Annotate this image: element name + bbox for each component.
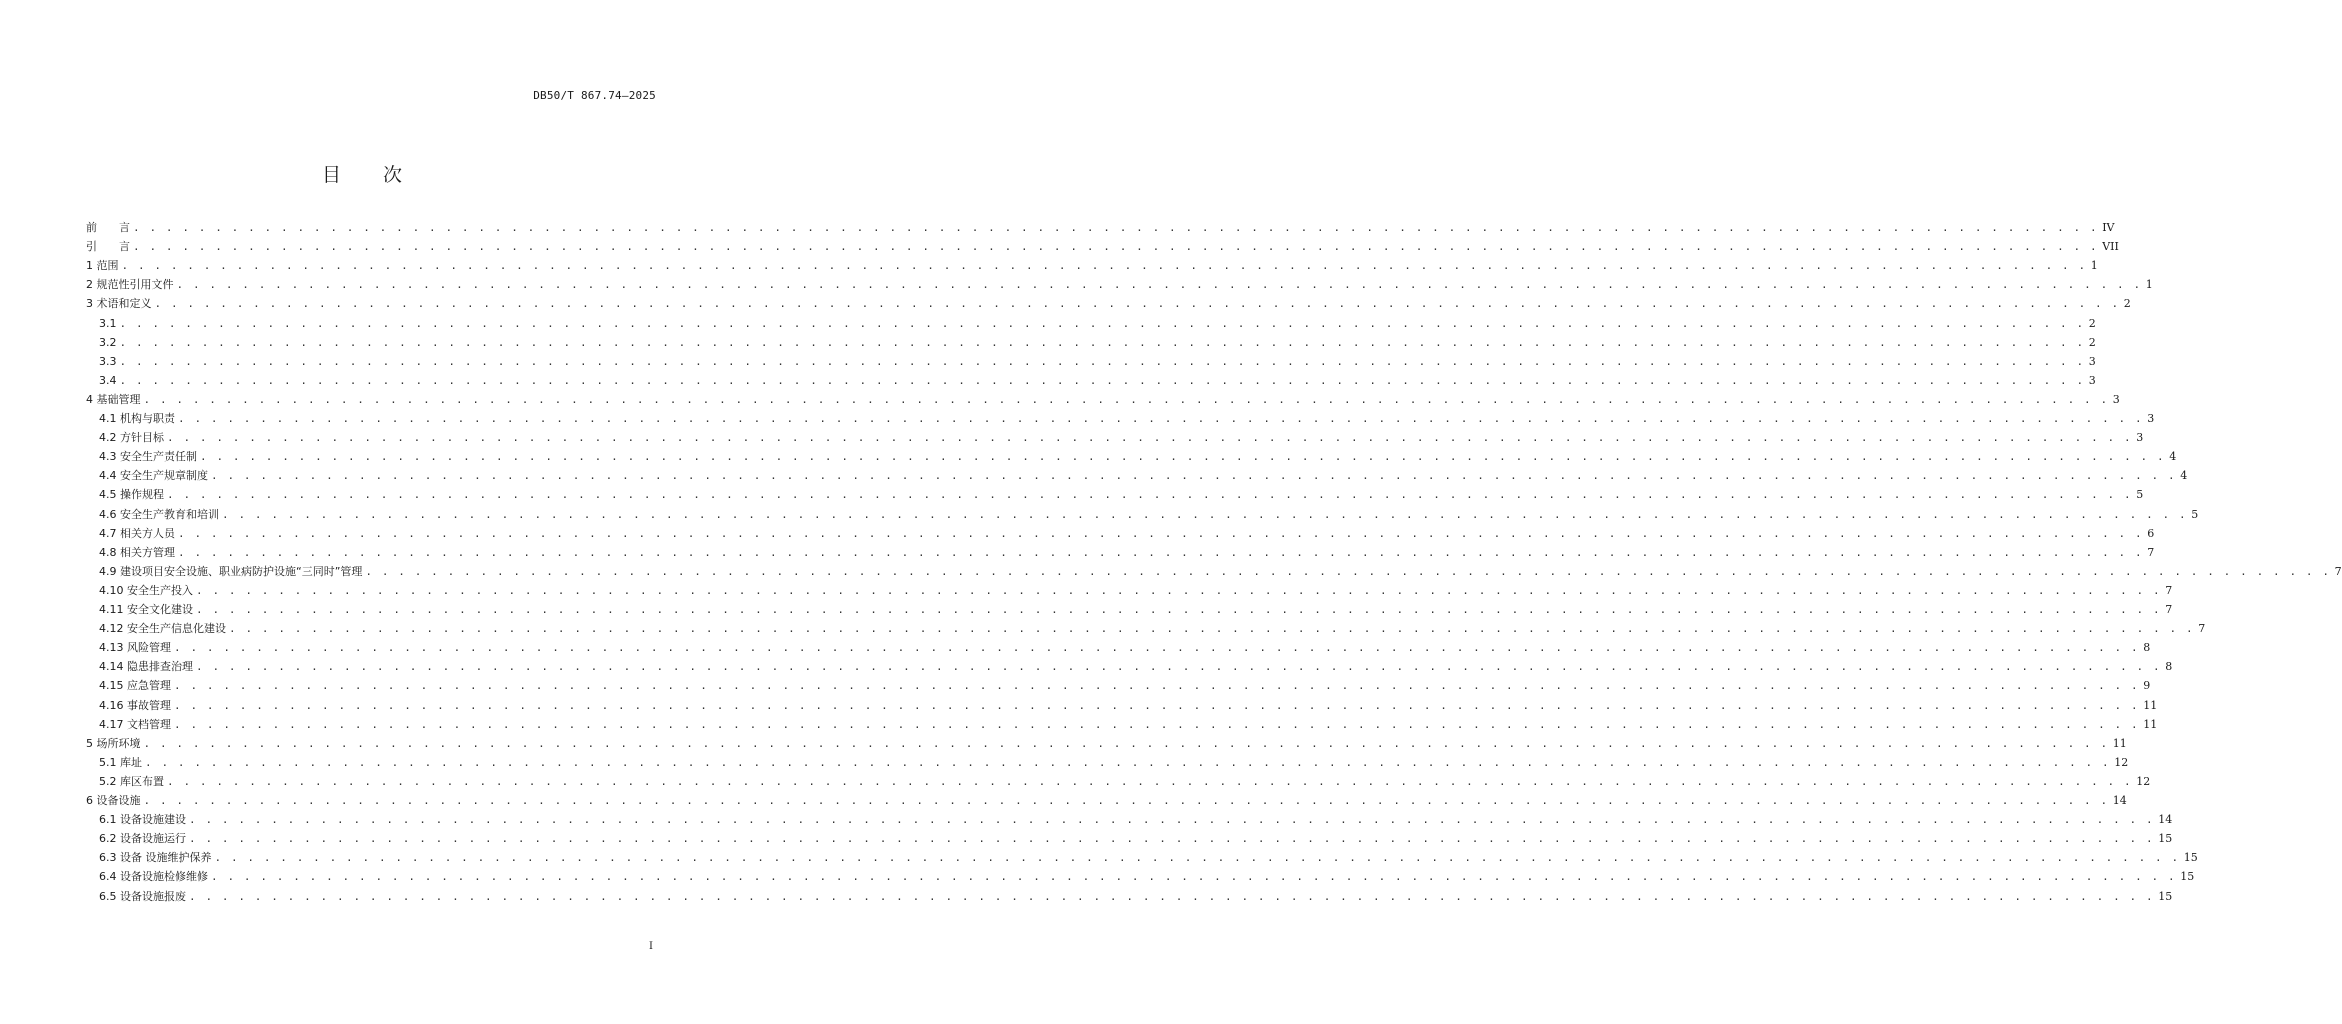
toc-leader-dots: . . . . . . . . . . . . . . . . . . . . . . . . . . . . . . . . . . . . . . . . . . . . . . . . . . . . . . . . . . . . . . . . . . . . . . . . . . . . . . . . . . . . . . . . . . . . . . . . . . . . . . . . . . . . . . . . . . . . . . . . xyxy=(174,717,2140,731)
toc-leader-dots: . . . . . . . . . . . . . . . . . . . . . . . . . . . . . . . . . . . . . . . . . . . . . . . . . . . . . . . . . . . . . . . . . . . . . . . . . . . . . . . . . . . . . . . . . . . . . . . . . . . . . . . . . . . . . . . . . . . . . . . . xyxy=(121,259,2087,273)
title-char-2: 次 xyxy=(383,164,403,186)
toc-entry[interactable] xyxy=(99,526,2155,541)
toc-entry[interactable] xyxy=(99,431,2144,445)
toc-leader-dots: . . . . . . . . . . . . . . . . . . . . . . . . . . . . . . . . . . . . . . . . . . . . . . . . . . . . . . . . . . . . . . . . . . . . . . . . . . . . . . . . . . . . . . . . . . . . . . . . . . . . . . . . . . . . . . . . . . . . . . . . xyxy=(178,545,2144,559)
toc-leader-dots: . . . . . . . . . . . . . . . . . . . . . . . . . . . . . . . . . . . . . . . . . . . . . . . . . . . . . . . . . . . . . . . . . . . . . . . . . . . . . . . . . . . . . . . . . . . . . . . . . . . . . . . . . . . . . . . . . . . . . . . . xyxy=(211,870,2177,884)
toc-entry[interactable] xyxy=(99,660,2173,674)
toc-leader-dots: . . . . . . . . . . . . . . . . . . . . . . . . . . . . . . . . . . . . . . . . . . . . . . . . . . . . . . . . . . . . . . . . . . . . . . . . . . . . . . . . . . . . . . . . . . . . . . . . . . . . . . . . . . . . . . . . . . . . . . . . xyxy=(174,698,2140,712)
toc-entry-label: 5 场所环境 xyxy=(86,736,141,750)
toc-entry[interactable] xyxy=(99,641,2151,655)
toc-entry-page: 8 xyxy=(2165,660,2173,674)
toc-entry[interactable] xyxy=(99,450,2177,464)
toc-entry-page: 7 xyxy=(2165,603,2173,616)
toc-entry-label: 4.12 安全生产信息化建设 xyxy=(99,622,226,636)
toc-entry[interactable] xyxy=(99,870,2195,884)
toc-entry-label: 引 言 xyxy=(86,240,130,254)
toc-entry-label: 4.9 建设项目安全设施、职业病防护设施“三同时”管理 xyxy=(99,564,363,578)
toc-entry-page: 15 xyxy=(2158,832,2173,846)
toc-leader-dots: . . . . . . . . . . . . . . . . . . . . . . . . . . . . . . . . . . . . . . . . . . . . . . . . . . . . . . . . . . . . . . . . . . . . . . . . . . . . . . . . . . . . . . . . . . . . . . . . . . . . . . . . . . . . . . . . . . . . . . . . xyxy=(119,335,2085,349)
standard-code: DB50/T 867.74—2025 xyxy=(533,89,656,102)
toc-entry-page: 7 xyxy=(2165,583,2173,597)
toc-entry-page: 7 xyxy=(2147,545,2155,559)
toc-leader-dots: . . . . . . . . . . . . . . . . . . . . . . . . . . . . . . . . . . . . . . . . . . . . . . . . . . . . . . . . . . . . . . . . . . . . . . . . . . . . . . . . . . . . . . . . . . . . . . . . . . . . . . . . . . . . . . . . . . . . . . . . xyxy=(189,889,2155,903)
toc-entry-page: 14 xyxy=(2158,813,2173,827)
toc-entry-page: 1 xyxy=(2145,278,2153,292)
toc-entry-page: 1 xyxy=(2090,259,2098,273)
toc-entry-page: 9 xyxy=(2143,679,2151,693)
toc-entry[interactable] xyxy=(99,603,2173,617)
toc-entry-label: 4.14 隐患排查治理 xyxy=(99,660,193,674)
toc-entry-page: 5 xyxy=(2191,507,2199,521)
toc-entry[interactable] xyxy=(86,259,2098,273)
toc-entry[interactable] xyxy=(86,794,2127,808)
toc-entry-page: 11 xyxy=(2143,698,2158,712)
toc-entry[interactable] xyxy=(99,717,2158,732)
toc-leader-dots: . . . . . . . . . . . . . . . . . . . . . . . . . . . . . . . . . . . . . . . . . . . . . . . . . . . . . . . . . . . . . . . . . . . . . . . . . . . . . . . . . . . . . . . . . . . . . . . . . . . . . . . . . . . . . . . . . . . . . . . . xyxy=(145,755,2111,769)
toc-entry-label: 3.3 xyxy=(99,354,117,368)
toc-entry-label: 4.2 方针目标 xyxy=(99,431,164,445)
toc-entry[interactable] xyxy=(99,889,2173,904)
toc-leader-dots: . . . . . . . . . . . . . . . . . . . . . . . . . . . . . . . . . . . . . . . . . . . . . . . . . . . . . . . . . . . . . . . . . . . . . . . . . . . . . . . . . . . . . . . . . . . . . . . . . . . . . . . . . . . . . . . . . . . . . . . . xyxy=(365,564,2331,578)
toc-entry-page: 3 xyxy=(2147,412,2155,425)
toc-entry[interactable] xyxy=(99,545,2155,560)
toc-entry-page: 15 xyxy=(2180,870,2195,884)
toc-entry-label: 6.1 设备设施建设 xyxy=(99,813,186,827)
toc-entry-label: 4.11 安全文化建设 xyxy=(99,603,193,616)
toc-entry[interactable] xyxy=(99,813,2173,827)
toc-entry-label: 4.10 安全生产投入 xyxy=(99,583,193,597)
toc-leader-dots: . . . . . . . . . . . . . . . . . . . . . . . . . . . . . . . . . . . . . . . . . . . . . . . . . . . . . . . . . . . . . . . . . . . . . . . . . . . . . . . . . . . . . . . . . . . . . . . . . . . . . . . . . . . . . . . . . . . . . . . . xyxy=(154,297,2120,311)
toc-leader-dots: . . . . . . . . . . . . . . . . . . . . . . . . . . . . . . . . . . . . . . . . . . . . . . . . . . . . . . . . . . . . . . . . . . . . . . . . . . . . . . . . . . . . . . . . . . . . . . . . . . . . . . . . . . . . . . . . . . . . . . . . xyxy=(178,526,2144,540)
toc-leader-dots: . . . . . . . . . . . . . . . . . . . . . . . . . . . . . . . . . . . . . . . . . . . . . . . . . . . . . . . . . . . . . . . . . . . . . . . . . . . . . . . . . . . . . . . . . . . . . . . . . . . . . . . . . . . . . . . . . . . . . . . . xyxy=(222,507,2188,521)
toc-entry-page: 4 xyxy=(2169,450,2177,464)
toc-entry-label: 5.2 库区布置 xyxy=(99,774,164,788)
toc-entry-page: 3 xyxy=(2088,354,2096,368)
toc-entry[interactable] xyxy=(99,832,2173,846)
toc-leader-dots: . . . . . . . . . . . . . . . . . . . . . . . . . . . . . . . . . . . . . . . . . . . . . . . . . . . . . . . . . . . . . . . . . . . . . . . . . . . . . . . . . . . . . . . . . . . . . . . . . . . . . . . . . . . . . . . . . . . . . . . . xyxy=(143,736,2109,750)
toc-entry-page: 2 xyxy=(2088,335,2096,349)
toc-entry-label: 2 规范性引用文件 xyxy=(86,278,174,292)
toc-entry-label: 6.2 设备设施运行 xyxy=(99,832,186,846)
toc-entry[interactable] xyxy=(99,335,2096,350)
toc-entry[interactable] xyxy=(99,564,2342,579)
toc-entry[interactable] xyxy=(86,240,2119,254)
toc-leader-dots: . . . . . . . . . . . . . . . . . . . . . . . . . . . . . . . . . . . . . . . . . . . . . . . . . . . . . . . . . . . . . . . . . . . . . . . . . . . . . . . . . . . . . . . . . . . . . . . . . . . . . . . . . . . . . . . . . . . . . . . . xyxy=(167,431,2133,445)
toc-entry[interactable] xyxy=(99,507,2199,522)
toc-leader-dots: . . . . . . . . . . . . . . . . . . . . . . . . . . . . . . . . . . . . . . . . . . . . . . . . . . . . . . . . . . . . . . . . . . . . . . . . . . . . . . . . . . . . . . . . . . . . . . . . . . . . . . . . . . . . . . . . . . . . . . . . xyxy=(143,794,2109,807)
toc-leader-dots: . . . . . . . . . . . . . . . . . . . . . . . . . . . . . . . . . . . . . . . . . . . . . . . . . . . . . . . . . . . . . . . . . . . . . . . . . . . . . . . . . . . . . . . . . . . . . . . . . . . . . . . . . . . . . . . . . . . . . . . . xyxy=(119,354,2085,368)
toc-leader-dots: . . . . . . . . . . . . . . . . . . . . . . . . . . . . . . . . . . . . . . . . . . . . . . . . . . . . . . . . . . . . . . . . . . . . . . . . . . . . . . . . . . . . . . . . . . . . . . . . . . . . . . . . . . . . . . . . . . . . . . . . xyxy=(133,240,2099,254)
toc-entry[interactable] xyxy=(99,622,2206,636)
toc-entry[interactable] xyxy=(86,278,2153,292)
page-title xyxy=(0,160,724,187)
toc-leader-dots: . . . . . . . . . . . . . . . . . . . . . . . . . . . . . . . . . . . . . . . . . . . . . . . . . . . . . . . . . . . . . . . . . . . . . . . . . . . . . . . . . . . . . . . . . . . . . . . . . . . . . . . . . . . . . . . . . . . . . . . . xyxy=(211,469,2177,483)
toc-leader-dots: . . . . . . . . . . . . . . . . . . . . . . . . . . . . . . . . . . . . . . . . . . . . . . . . . . . . . . . . . . . . . . . . . . . . . . . . . . . . . . . . . . . . . . . . . . . . . . . . . . . . . . . . . . . . . . . . . . . . . . . . xyxy=(174,641,2140,655)
toc-entry-label: 4.15 应急管理 xyxy=(99,679,171,693)
page-number: I xyxy=(649,941,653,952)
toc-entry[interactable] xyxy=(86,392,2120,407)
title-char-1: 目 xyxy=(321,164,341,186)
toc-entry[interactable] xyxy=(99,583,2173,598)
toc-entry[interactable] xyxy=(86,297,2131,311)
toc-entry-label: 3 术语和定义 xyxy=(86,297,152,311)
toc-entry[interactable] xyxy=(99,373,2096,388)
toc-entry-page: 3 xyxy=(2136,431,2144,445)
toc-entry-label: 4.6 安全生产教育和培训 xyxy=(99,507,219,521)
toc-entry-page: 11 xyxy=(2112,736,2127,750)
toc-leader-dots: . . . . . . . . . . . . . . . . . . . . . . . . . . . . . . . . . . . . . . . . . . . . . . . . . . . . . . . . . . . . . . . . . . . . . . . . . . . . . . . . . . . . . . . . . . . . . . . . . . . . . . . . . . . . . . . . . . . . . . . . xyxy=(178,412,2144,425)
toc-entry[interactable] xyxy=(99,316,2096,331)
toc-entry[interactable] xyxy=(99,488,2144,502)
toc-entry-label: 4.5 操作规程 xyxy=(99,488,164,502)
toc-entry-page: 3 xyxy=(2112,392,2120,406)
toc-entry-page: 14 xyxy=(2112,794,2127,807)
toc-entry-label: 3.1 xyxy=(99,316,117,330)
toc-entry-label: 4 基础管理 xyxy=(86,392,141,406)
toc-entry-page: VII xyxy=(2102,240,2119,254)
toc-leader-dots: . . . . . . . . . . . . . . . . . . . . . . . . . . . . . . . . . . . . . . . . . . . . . . . . . . . . . . . . . . . . . . . . . . . . . . . . . . . . . . . . . . . . . . . . . . . . . . . . . . . . . . . . . . . . . . . . . . . . . . . . xyxy=(229,622,2195,636)
toc-entry-label: 6.4 设备设施检修维修 xyxy=(99,870,208,884)
toc-leader-dots: . . . . . . . . . . . . . . . . . . . . . . . . . . . . . . . . . . . . . . . . . . . . . . . . . . . . . . . . . . . . . . . . . . . . . . . . . . . . . . . . . . . . . . . . . . . . . . . . . . . . . . . . . . . . . . . . . . . . . . . . xyxy=(189,813,2155,827)
toc-entry[interactable] xyxy=(99,412,2155,426)
toc-entry-label: 4.17 文档管理 xyxy=(99,717,171,731)
toc-entry-page: 7 xyxy=(2334,564,2342,578)
toc-entry-label: 4.1 机构与职责 xyxy=(99,412,175,425)
toc-leader-dots: . . . . . . . . . . . . . . . . . . . . . . . . . . . . . . . . . . . . . . . . . . . . . . . . . . . . . . . . . . . . . . . . . . . . . . . . . . . . . . . . . . . . . . . . . . . . . . . . . . . . . . . . . . . . . . . . . . . . . . . . xyxy=(119,373,2085,387)
toc-entry-page: 12 xyxy=(2136,774,2151,788)
toc-entry-label: 5.1 库址 xyxy=(99,755,142,769)
toc-entry-page: 4 xyxy=(2180,469,2188,483)
toc-entry[interactable] xyxy=(99,679,2151,693)
toc-entry-page: 3 xyxy=(2088,373,2096,387)
toc-entry-label: 6 设备设施 xyxy=(86,794,141,807)
toc-entry-label: 6.3 设备 设施维护保养 xyxy=(99,851,212,865)
toc-entry[interactable] xyxy=(99,851,2198,865)
toc-entry-page: 2 xyxy=(2123,297,2131,311)
toc-entry-label: 4.3 安全生产责任制 xyxy=(99,450,197,464)
toc-entry[interactable] xyxy=(99,774,2151,789)
toc-entry-label: 1 范围 xyxy=(86,259,119,273)
toc-leader-dots: . . . . . . . . . . . . . . . . . . . . . . . . . . . . . . . . . . . . . . . . . . . . . . . . . . . . . . . . . . . . . . . . . . . . . . . . . . . . . . . . . . . . . . . . . . . . . . . . . . . . . . . . . . . . . . . . . . . . . . . . xyxy=(214,851,2180,865)
toc-leader-dots: . . . . . . . . . . . . . . . . . . . . . . . . . . . . . . . . . . . . . . . . . . . . . . . . . . . . . . . . . . . . . . . . . . . . . . . . . . . . . . . . . . . . . . . . . . . . . . . . . . . . . . . . . . . . . . . . . . . . . . . . xyxy=(167,488,2133,502)
toc-entry-label: 3.2 xyxy=(99,335,117,349)
toc-leader-dots: . . . . . . . . . . . . . . . . . . . . . . . . . . . . . . . . . . . . . . . . . . . . . . . . . . . . . . . . . . . . . . . . . . . . . . . . . . . . . . . . . . . . . . . . . . . . . . . . . . . . . . . . . . . . . . . . . . . . . . . . xyxy=(196,660,2162,674)
toc-entry[interactable] xyxy=(99,469,2188,483)
toc-entry-label: 6.5 设备设施报废 xyxy=(99,889,186,903)
toc-leader-dots: . . . . . . . . . . . . . . . . . . . . . . . . . . . . . . . . . . . . . . . . . . . . . . . . . . . . . . . . . . . . . . . . . . . . . . . . . . . . . . . . . . . . . . . . . . . . . . . . . . . . . . . . . . . . . . . . . . . . . . . . xyxy=(119,316,2085,330)
toc-leader-dots: . . . . . . . . . . . . . . . . . . . . . . . . . . . . . . . . . . . . . . . . . . . . . . . . . . . . . . . . . . . . . . . . . . . . . . . . . . . . . . . . . . . . . . . . . . . . . . . . . . . . . . . . . . . . . . . . . . . . . . . . xyxy=(167,774,2133,788)
toc-entry-page: 5 xyxy=(2136,488,2144,502)
toc-entry-label: 4.7 相关方人员 xyxy=(99,526,175,540)
toc-entry-page: 12 xyxy=(2114,755,2129,769)
toc-leader-dots: . . . . . . . . . . . . . . . . . . . . . . . . . . . . . . . . . . . . . . . . . . . . . . . . . . . . . . . . . . . . . . . . . . . . . . . . . . . . . . . . . . . . . . . . . . . . . . . . . . . . . . . . . . . . . . . . . . . . . . . . xyxy=(200,450,2166,464)
toc-entry[interactable] xyxy=(99,354,2096,369)
toc-entry-page: 6 xyxy=(2147,526,2155,540)
toc-entry[interactable] xyxy=(86,736,2127,751)
toc-entry-page: 8 xyxy=(2143,641,2151,655)
toc-entry-page: IV xyxy=(2102,221,2115,234)
toc-entry-page: 11 xyxy=(2143,717,2158,731)
toc-entry-page: 15 xyxy=(2158,889,2173,903)
toc-entry-page: 15 xyxy=(2183,851,2198,865)
toc-leader-dots: . . . . . . . . . . . . . . . . . . . . . . . . . . . . . . . . . . . . . . . . . . . . . . . . . . . . . . . . . . . . . . . . . . . . . . . . . . . . . . . . . . . . . . . . . . . . . . . . . . . . . . . . . . . . . . . . . . . . . . . . xyxy=(189,832,2155,846)
toc-entry-page: 2 xyxy=(2088,316,2096,330)
toc-leader-dots: . . . . . . . . . . . . . . . . . . . . . . . . . . . . . . . . . . . . . . . . . . . . . . . . . . . . . . . . . . . . . . . . . . . . . . . . . . . . . . . . . . . . . . . . . . . . . . . . . . . . . . . . . . . . . . . . . . . . . . . . xyxy=(176,278,2142,292)
toc-leader-dots: . . . . . . . . . . . . . . . . . . . . . . . . . . . . . . . . . . . . . . . . . . . . . . . . . . . . . . . . . . . . . . . . . . . . . . . . . . . . . . . . . . . . . . . . . . . . . . . . . . . . . . . . . . . . . . . . . . . . . . . . xyxy=(133,221,2099,234)
toc-leader-dots: . . . . . . . . . . . . . . . . . . . . . . . . . . . . . . . . . . . . . . . . . . . . . . . . . . . . . . . . . . . . . . . . . . . . . . . . . . . . . . . . . . . . . . . . . . . . . . . . . . . . . . . . . . . . . . . . . . . . . . . . xyxy=(143,392,2109,406)
toc-entry-label: 4.8 相关方管理 xyxy=(99,545,175,559)
toc-entry[interactable] xyxy=(99,755,2129,770)
toc-entry-label: 4.4 安全生产规章制度 xyxy=(99,469,208,483)
toc-leader-dots: . . . . . . . . . . . . . . . . . . . . . . . . . . . . . . . . . . . . . . . . . . . . . . . . . . . . . . . . . . . . . . . . . . . . . . . . . . . . . . . . . . . . . . . . . . . . . . . . . . . . . . . . . . . . . . . . . . . . . . . . xyxy=(174,679,2140,693)
toc-entry-label: 4.13 风险管理 xyxy=(99,641,171,655)
toc-entry-page: 7 xyxy=(2198,622,2206,636)
toc-leader-dots: . . . . . . . . . . . . . . . . . . . . . . . . . . . . . . . . . . . . . . . . . . . . . . . . . . . . . . . . . . . . . . . . . . . . . . . . . . . . . . . . . . . . . . . . . . . . . . . . . . . . . . . . . . . . . . . . . . . . . . . . xyxy=(196,603,2162,616)
toc-entry[interactable] xyxy=(99,698,2158,713)
toc-entry-label: 3.4 xyxy=(99,373,117,387)
toc-entry-label: 4.16 事故管理 xyxy=(99,698,171,712)
toc-leader-dots: . . . . . . . . . . . . . . . . . . . . . . . . . . . . . . . . . . . . . . . . . . . . . . . . . . . . . . . . . . . . . . . . . . . . . . . . . . . . . . . . . . . . . . . . . . . . . . . . . . . . . . . . . . . . . . . . . . . . . . . . xyxy=(196,583,2162,597)
toc-entry[interactable] xyxy=(86,221,2115,235)
toc-entry-label: 前 言 xyxy=(86,221,130,234)
